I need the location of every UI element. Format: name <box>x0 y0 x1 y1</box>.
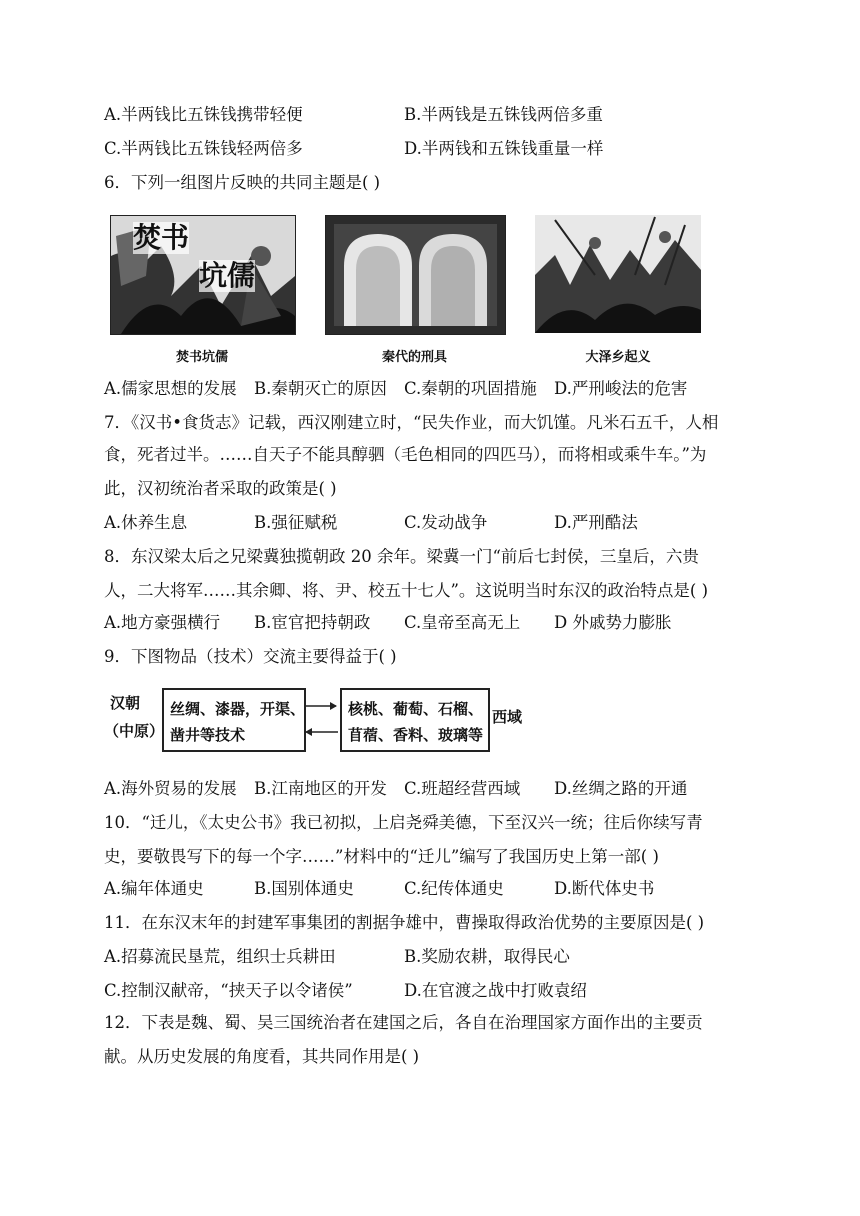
q9-exchange-arrows-icon <box>302 688 340 750</box>
q6-image-dazexiang-uprising <box>535 215 701 333</box>
q9-option-a: A.海外贸易的发展 <box>104 779 237 798</box>
q8-line-2: 人，二大将军……其余卿、将、尹、校五十七人”。这说明当时东汉的政治特点是( ) <box>104 581 709 600</box>
q6-caption-1: 焚书坑儒 <box>175 350 228 365</box>
q6-option-a: A.儒家思想的发展 <box>104 379 237 398</box>
q11-option-d: D.在官渡之战中打败袁绍 <box>404 981 587 1000</box>
q6-option-c: C.秦朝的巩固措施 <box>404 379 537 398</box>
q9-left-box-line-2: 凿井等技术 <box>170 726 246 744</box>
q11-stem: 11．在东汉末年的封建军事集团的割据争雄中，曹操取得政治优势的主要原因是( ) <box>104 913 705 932</box>
q6-caption-2: 秦代的刑具 <box>381 350 447 365</box>
q10-option-a: A.编年体通史 <box>104 879 204 898</box>
q11-option-c: C.控制汉献帝，“挟天子以令诸侯” <box>104 981 353 1000</box>
q10-line-2: 史，要敬畏写下的每一个字……”材料中的“迁儿”编写了我国历史上第一部( ) <box>104 847 659 866</box>
q8-option-b: B.宦官把持朝政 <box>254 613 371 632</box>
q6-image-burning-books <box>110 215 296 335</box>
q7-line-2: 食，死者过半。……自天子不能具醇驷（毛色相同的四匹马），而将相或乘牛车。”为 <box>104 445 707 464</box>
q10-option-b: B.国别体通史 <box>254 879 354 898</box>
q8-option-d: D 外戚势力膨胀 <box>554 613 672 632</box>
q11-option-a: A.招募流民垦荒，组织士兵耕田 <box>104 947 336 966</box>
q7-option-d: D.严刑酷法 <box>554 513 638 532</box>
q6-image-overlay-1: 焚书 <box>133 221 190 254</box>
q7-option-b: B.强征赋税 <box>254 513 338 532</box>
q12-line-2: 献。从历史发展的角度看，其共同作用是( ) <box>104 1047 420 1066</box>
q9-option-c: C.班超经营西域 <box>404 779 521 798</box>
q6-option-d: D.严刑峻法的危害 <box>554 379 688 398</box>
q9-right-box-line-1: 核桃、葡萄、石榴、 <box>348 700 484 718</box>
q9-right-box <box>340 688 490 752</box>
q9-left-box-line-1: 丝绸、漆器，开渠、 <box>170 700 306 718</box>
q5-option-d: D.半两钱和五铢钱重量一样 <box>404 139 604 158</box>
q9-label-central-plains: （中原） <box>104 722 165 740</box>
q6-caption-3: 大泽乡起义 <box>585 350 651 365</box>
q9-right-box-line-2: 苜蓿、香料、玻璃等 <box>348 726 484 744</box>
q12-line-1: 12．下表是魏、蜀、吴三国统治者在建国之后，各自在治理国家方面作出的主要贡 <box>104 1013 703 1032</box>
q5-option-a: A.半两钱比五铢钱携带轻便 <box>104 105 303 124</box>
q7-option-a: A.休养生息 <box>104 513 188 532</box>
q5-option-b: B.半两钱是五铢钱两倍多重 <box>404 105 603 124</box>
q8-option-a: A.地方豪强横行 <box>104 613 221 632</box>
q9-exchange-diagram <box>104 686 534 752</box>
q6-image-qin-torture-device <box>325 215 506 335</box>
q9-option-d: D.丝绸之路的开通 <box>554 779 688 798</box>
q9-left-box <box>162 688 306 752</box>
q11-option-b: B.奖励农耕，取得民心 <box>404 947 570 966</box>
q7-line-3: 此，汉初统治者采取的政策是( ) <box>104 479 337 498</box>
q10-line-1: 10．“迁儿，《太史公书》我已初拟，上启尧舜美德，下至汉兴一统；往后你续写青 <box>104 813 703 832</box>
q9-stem: 9．下图物品（技术）交流主要得益于( ) <box>104 647 397 666</box>
q9-label-western-regions: 西域 <box>492 708 523 726</box>
q10-option-c: C.纪传体通史 <box>404 879 504 898</box>
q7-option-c: C.发动战争 <box>404 513 488 532</box>
q9-option-b: B.江南地区的开发 <box>254 779 387 798</box>
q8-option-c: C.皇帝至高无上 <box>404 613 521 632</box>
q6-image-overlay-2: 坑儒 <box>199 259 256 292</box>
q6-option-b: B.秦朝灭亡的原因 <box>254 379 387 398</box>
q8-line-1: 8．东汉梁太后之兄梁冀独揽朝政 20 余年。梁冀一门“前后七封侯，三皇后，六贵 <box>104 547 699 566</box>
q7-line-1: 7．《汉书•食货志》记载，西汉刚建立时，“民失作业，而大饥馑。凡米石五千，人相 <box>104 413 719 432</box>
q5-option-c: C.半两钱比五铢钱轻两倍多 <box>104 139 303 158</box>
q6-stem: 6．下列一组图片反映的共同主题是( ) <box>104 173 381 192</box>
q10-option-d: D.断代体史书 <box>554 879 655 898</box>
q9-label-han: 汉朝 <box>110 694 141 712</box>
